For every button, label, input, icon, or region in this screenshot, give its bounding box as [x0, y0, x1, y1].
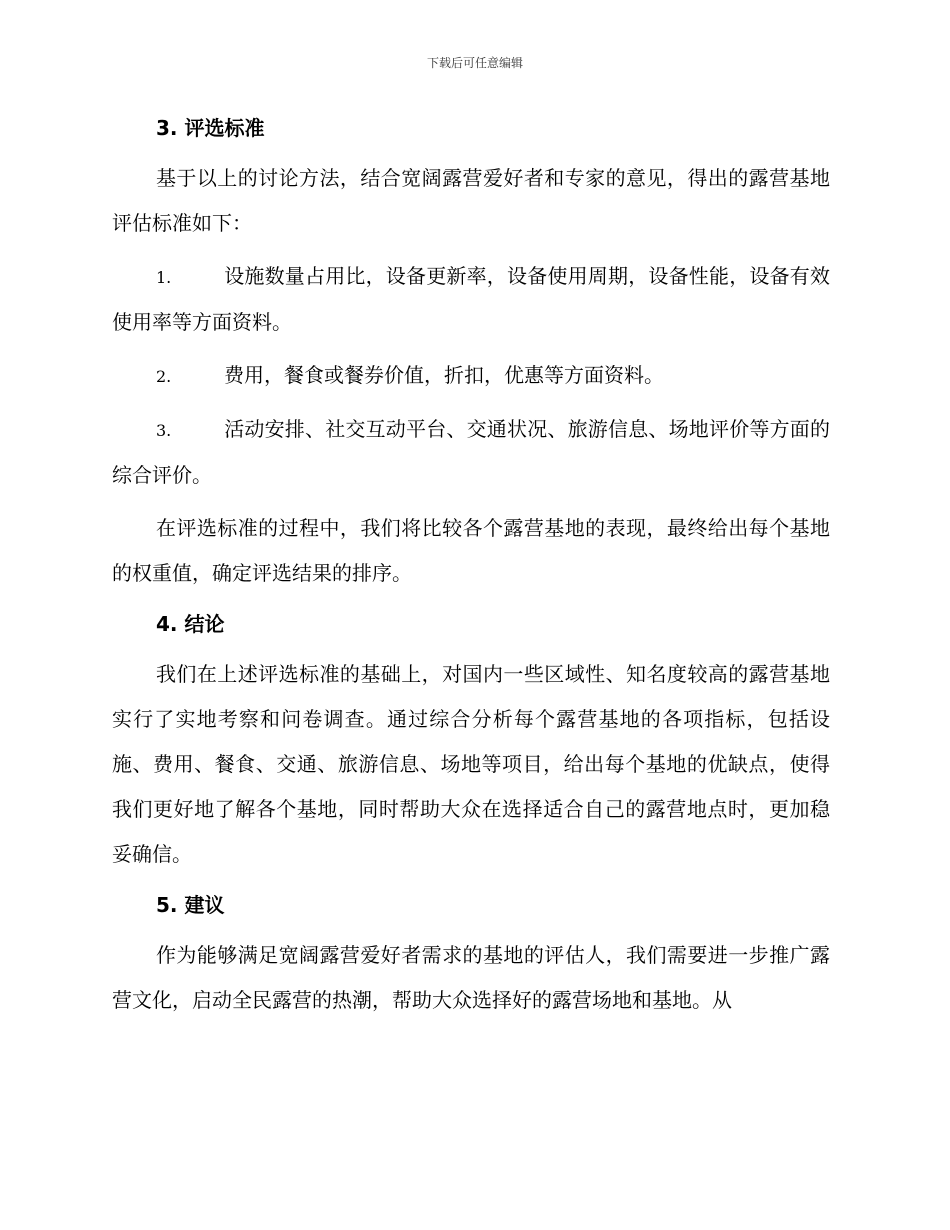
- criteria-item-3-number: 3.: [156, 421, 172, 440]
- header-note: 下载后可任意编辑: [426, 56, 523, 70]
- section-3-heading: 3. 评选标准: [156, 116, 265, 140]
- criteria-item-2-number: 2.: [156, 367, 172, 386]
- document-body: [112, 108, 830, 1031]
- section-4-heading: 4. 结论: [156, 612, 225, 636]
- criteria-item-2-text: 费用，餐食或餐券价值，折扣，优惠等方面资料。: [224, 363, 664, 387]
- section-3-closing: 在评选标准的过程中，我们将比较各个露营基地的表现，最终给出每个基地的权重值，确定评选结果的排序。: [112, 516, 830, 585]
- criteria-item-3: [112, 407, 830, 498]
- section-5-body: 作为能够满足宽阔露营爱好者需求的基地的评估人，我们需要进一步推广露营文化，启动全民露营的热潮，帮助大众选择好的露营场地和基地。从: [112, 943, 830, 1012]
- criteria-item-2: [112, 353, 830, 399]
- section-5-heading: 5. 建议: [156, 893, 225, 917]
- section-4-body: 我们在上述评选标准的基础上，对国内一些区域性、知名度较高的露营基地实行了实地考察和问卷调查。通过综合分析每个露营基地的各项指标，包括设施、费用、餐食、交通、旅游信息、场地等项目，给出每个基地的优缺点，使得我们更好地了解各个基地，同时帮助大众在选择适合自己的露营地点时，更加稳妥确信。: [112, 662, 830, 866]
- criteria-item-3-text: 活动安排、社交互动平台、交通状况、旅游信息、场地评价等方面的综合评价。: [112, 417, 830, 487]
- section-3-intro: 基于以上的讨论方法，结合宽阔露营爱好者和专家的意见，得出的露营基地评估标准如下：: [112, 166, 830, 235]
- criteria-item-1-number: 1.: [156, 268, 172, 287]
- criteria-item-1-text: 设施数量占用比，设备更新率，设备使用周期，设备性能，设备有效使用率等方面资料。: [112, 264, 830, 334]
- criteria-item-1: [112, 254, 830, 345]
